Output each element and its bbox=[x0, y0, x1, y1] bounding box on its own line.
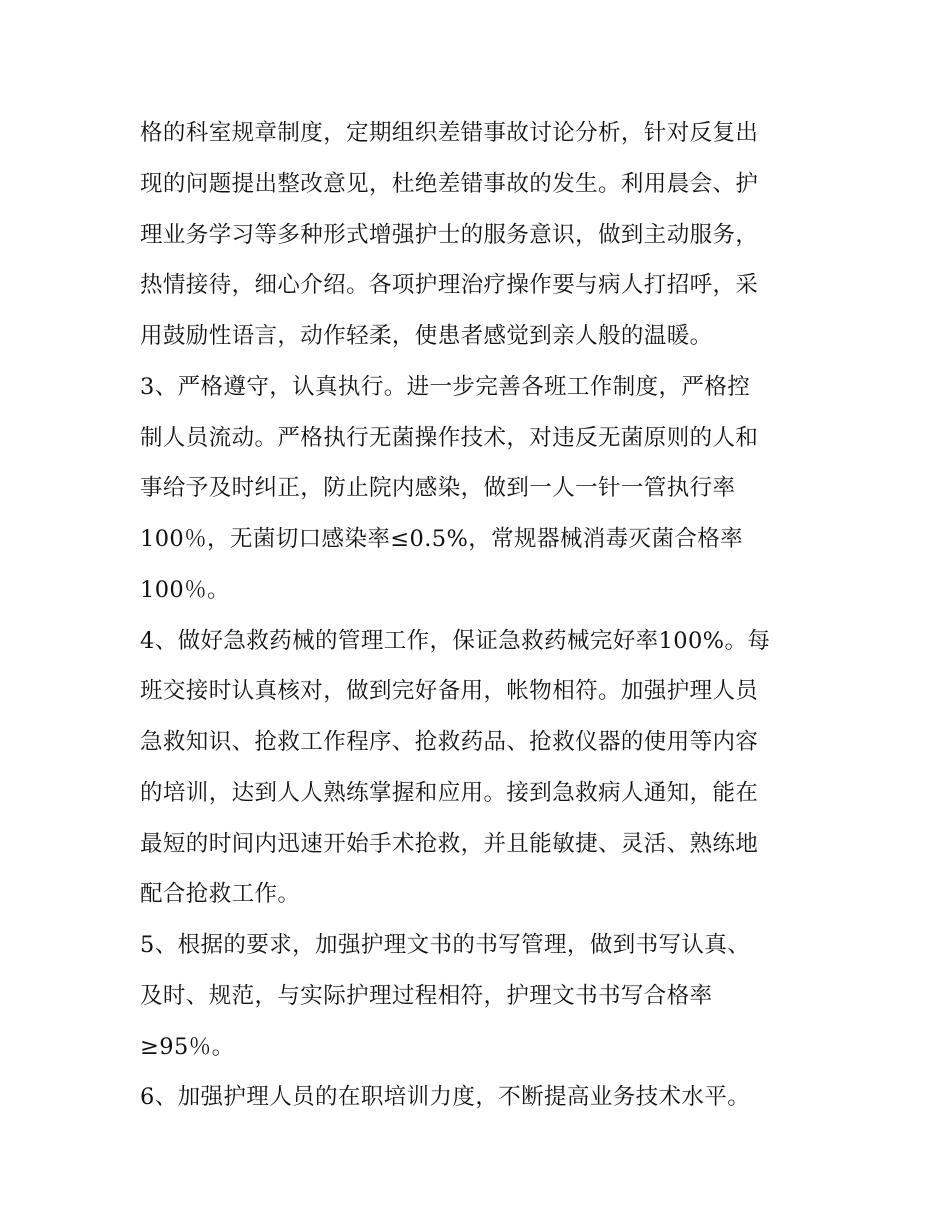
text-line: 的培训，达到人人熟练掌握和应用。接到急救病人通知，能在 bbox=[140, 779, 759, 806]
text-line: 急救知识、抢救工作程序、抢救药品、抢救仪器的使用等内容 bbox=[140, 729, 759, 755]
text-line: 理业务学习等多种形式增强护士的服务意识，做到主动服务， bbox=[140, 221, 759, 248]
text-line: 最短的时间内迅速开始手术抢救，并且能敏捷、灵活、熟练地 bbox=[140, 830, 759, 857]
text-line: 3、严格遵守，认真执行。进一步完善各班工作制度，严格控 bbox=[140, 373, 751, 400]
text-line: 制人员流动。严格执行无菌操作技术，对违反无菌原则的人和 bbox=[140, 424, 759, 451]
text-line: 配合抢救工作。 bbox=[140, 881, 301, 908]
text-line: 事给予及时纠正，防止院内感染，做到一人一针一管执行率 bbox=[140, 475, 736, 502]
text-line: 班交接时认真核对，做到完好备用，帐物相符。加强护理人员 bbox=[140, 678, 759, 705]
text-line: 用鼓励性语言，动作轻柔，使患者感觉到亲人般的温暖。 bbox=[140, 323, 713, 349]
text-line: 及时、规范，与实际护理过程相符，护理文书书写合格率 bbox=[140, 982, 713, 1009]
text-line: 现的问题提出整改意见，杜绝差错事故的发生。利用晨会、护 bbox=[140, 170, 759, 197]
text-line: 4、做好急救药械的管理工作，保证急救药械完好率100%。每 bbox=[140, 627, 771, 654]
text-line: 5、根据的要求，加强护理文书的书写管理，做到书写认真、 bbox=[140, 932, 751, 958]
text-line: 格的科室规章制度，定期组织差错事故讨论分析，针对反复出 bbox=[140, 120, 759, 146]
text-line: 6、加强护理人员的在职培训力度，不断提高业务技术水平。 bbox=[140, 1084, 751, 1111]
text-line: 100％，无菌切口感染率≤0.5%，常规器械消毒灭菌合格率 bbox=[140, 526, 744, 552]
text-line: ≥95％。 bbox=[140, 1033, 235, 1060]
document-body bbox=[140, 108, 820, 1123]
text-line: 100％。 bbox=[140, 576, 230, 603]
text-line: 热情接待，细心介绍。各项护理治疗操作要与病人打招呼，采 bbox=[140, 272, 759, 299]
